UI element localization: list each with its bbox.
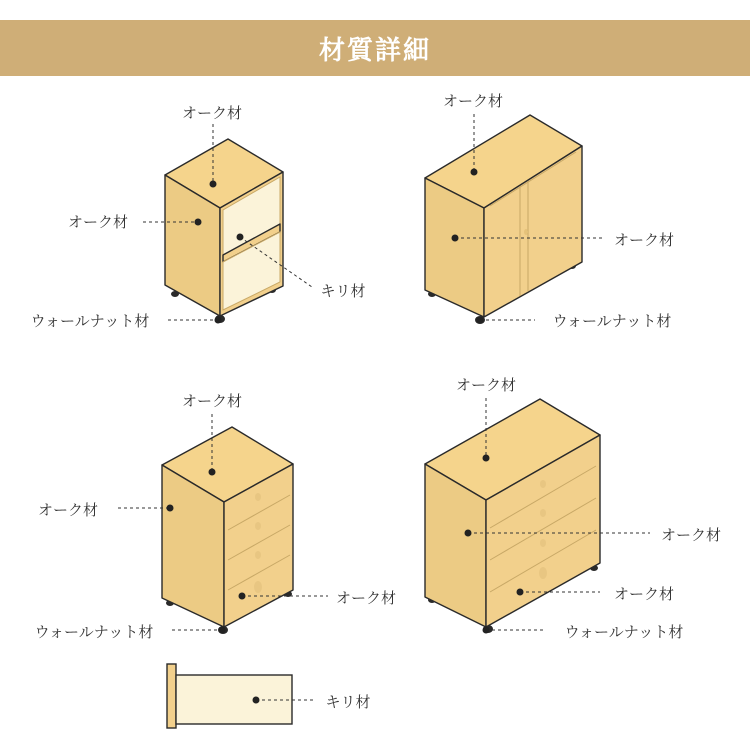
label-walnut-f4: ウォールナット材 <box>564 623 684 641</box>
label-oak-f4-top: オーク材 <box>455 376 517 394</box>
label-walnut-f2: ウォールナット材 <box>552 312 672 330</box>
label-oak-f3-side: オーク材 <box>37 501 99 519</box>
label-oak-f4-drawer: オーク材 <box>613 585 675 603</box>
label-oak-f2-front: オーク材 <box>613 231 675 249</box>
label-walnut-f1: ウォールナット材 <box>30 312 150 330</box>
label-paulownia-drawer: キリ材 <box>325 693 371 711</box>
header-title: 材質詳細 <box>318 35 431 66</box>
label-oak-f3-drawer: オーク材 <box>335 589 397 607</box>
label-oak-f1-side: オーク材 <box>67 213 129 231</box>
drawer-illustration <box>167 664 292 728</box>
wide-chest-illustration <box>425 399 600 633</box>
label-oak-f4-front: オーク材 <box>660 526 722 544</box>
label-paulownia-f1: キリ材 <box>320 282 366 300</box>
open-shelf-illustration <box>165 139 283 323</box>
sideboard-illustration <box>425 115 582 324</box>
material-labels <box>31 92 721 711</box>
label-oak-f1-top: オーク材 <box>181 104 243 122</box>
narrow-chest-illustration <box>162 427 293 634</box>
label-walnut-f3: ウォールナット材 <box>34 623 154 641</box>
label-oak-f2-top: オーク材 <box>442 92 504 110</box>
label-oak-f3-top: オーク材 <box>181 392 243 410</box>
